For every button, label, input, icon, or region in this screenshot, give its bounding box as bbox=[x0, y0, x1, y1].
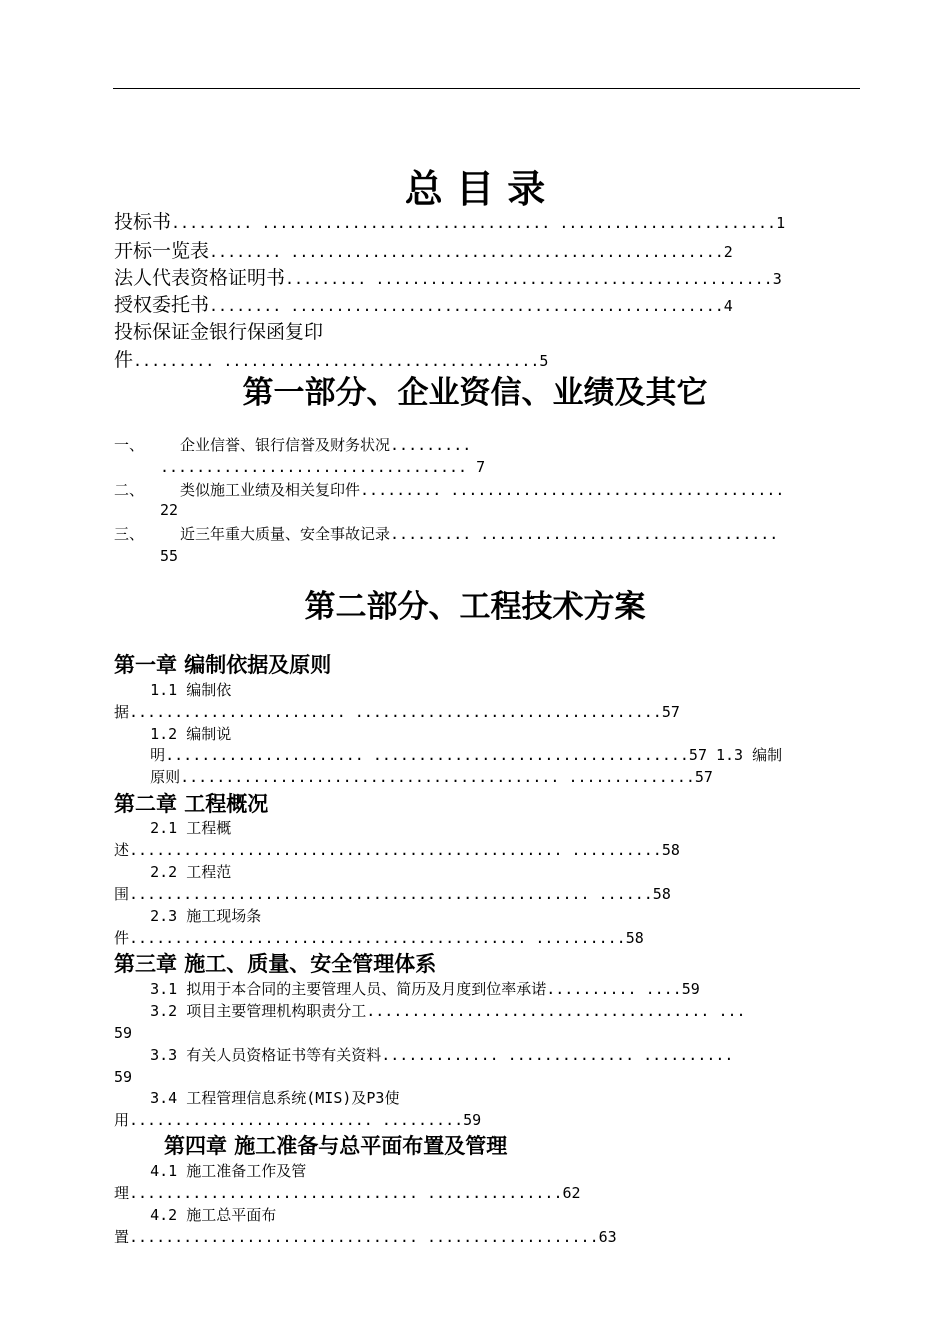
toc-line[interactable]: 用........................... .........59 bbox=[114, 1111, 482, 1129]
toc-entry[interactable]: 开标一览表........ ................................................2 bbox=[114, 240, 733, 262]
page-title: 总 目 录 bbox=[404, 167, 546, 211]
toc-entry[interactable]: 投标保证金银行保函复印 bbox=[114, 321, 324, 343]
toc-entry[interactable]: 投标书......... ................................ ........................1 bbox=[114, 211, 786, 233]
toc-line[interactable]: 4.1 施工准备工作及管 bbox=[114, 1162, 307, 1180]
toc-line[interactable]: 明...................... ...................................57 1.3 编制 bbox=[114, 746, 783, 764]
part1-item-cont: 22 bbox=[160, 501, 179, 519]
toc-line[interactable]: 置................................ ...................63 bbox=[114, 1228, 617, 1246]
toc-line: 59 bbox=[114, 1068, 133, 1086]
toc-entry[interactable]: 法人代表资格证明书......... ............................................3 bbox=[114, 267, 782, 289]
part2-heading: 第二部分、工程技术方案 bbox=[304, 589, 646, 625]
chapter-title[interactable]: 第四章 施工准备与总平面布置及管理 bbox=[164, 1134, 508, 1158]
toc-line[interactable]: 3.2 项目主要管理机构职责分工...................................... ... bbox=[114, 1002, 746, 1020]
part1-item-num: 三、 bbox=[114, 525, 145, 543]
part1-item[interactable]: 企业信誉、银行信誉及财务状况......... bbox=[180, 436, 472, 454]
toc-line[interactable]: 2.3 施工现场条 bbox=[114, 907, 262, 925]
toc-line[interactable]: 2.1 工程概 bbox=[114, 819, 232, 837]
toc-line[interactable]: 4.2 施工总平面布 bbox=[114, 1206, 277, 1224]
toc-line[interactable]: 1.1 编制依 bbox=[114, 681, 232, 699]
toc-line[interactable]: 件............................................ ..........58 bbox=[114, 929, 644, 947]
toc-line[interactable]: 理................................ ...............62 bbox=[114, 1184, 581, 1202]
header-rule bbox=[113, 88, 860, 89]
chapter-title[interactable]: 第三章 施工、质量、安全管理体系 bbox=[114, 952, 437, 976]
part1-item-cont: .................................. 7 bbox=[160, 458, 486, 476]
toc-line[interactable]: 3.1 拟用于本合同的主要管理人员、简历及月度到位率承诺.......... ....59 bbox=[114, 980, 700, 998]
part1-item[interactable]: 近三年重大质量、安全事故记录......... ................................. bbox=[180, 525, 779, 543]
toc-line[interactable]: 据........................ ..................................57 bbox=[114, 703, 680, 721]
toc-line[interactable]: 2.2 工程范 bbox=[114, 863, 232, 881]
part1-item-cont: 55 bbox=[160, 547, 179, 565]
toc-line[interactable]: 围................................................... ......58 bbox=[114, 885, 671, 903]
toc-line[interactable]: 原则.......................................... ..............57 bbox=[114, 768, 713, 786]
part1-item-num: 二、 bbox=[114, 481, 145, 499]
toc-line[interactable]: 述................................................ ..........58 bbox=[114, 841, 680, 859]
chapter-title[interactable]: 第二章 工程概况 bbox=[114, 792, 269, 816]
toc-line: 59 bbox=[114, 1024, 133, 1042]
toc-line[interactable]: 1.2 编制说 bbox=[114, 725, 232, 743]
toc-line[interactable]: 3.3 有关人员资格证书等有关资料............. .............. .......... bbox=[114, 1046, 734, 1064]
part1-heading: 第一部分、企业资信、业绩及其它 bbox=[242, 375, 708, 411]
toc-line[interactable]: 3.4 工程管理信息系统(MIS)及P3使 bbox=[114, 1089, 400, 1107]
toc-entry-cont[interactable]: 件......... ...................................5 bbox=[114, 349, 549, 371]
toc-entry[interactable]: 授权委托书........ ................................................4 bbox=[114, 294, 733, 316]
part1-item-num: 一、 bbox=[114, 436, 145, 454]
part1-item[interactable]: 类似施工业绩及相关复印件......... ..................................... bbox=[180, 481, 785, 499]
chapter-title[interactable]: 第一章 编制依据及原则 bbox=[114, 653, 332, 677]
